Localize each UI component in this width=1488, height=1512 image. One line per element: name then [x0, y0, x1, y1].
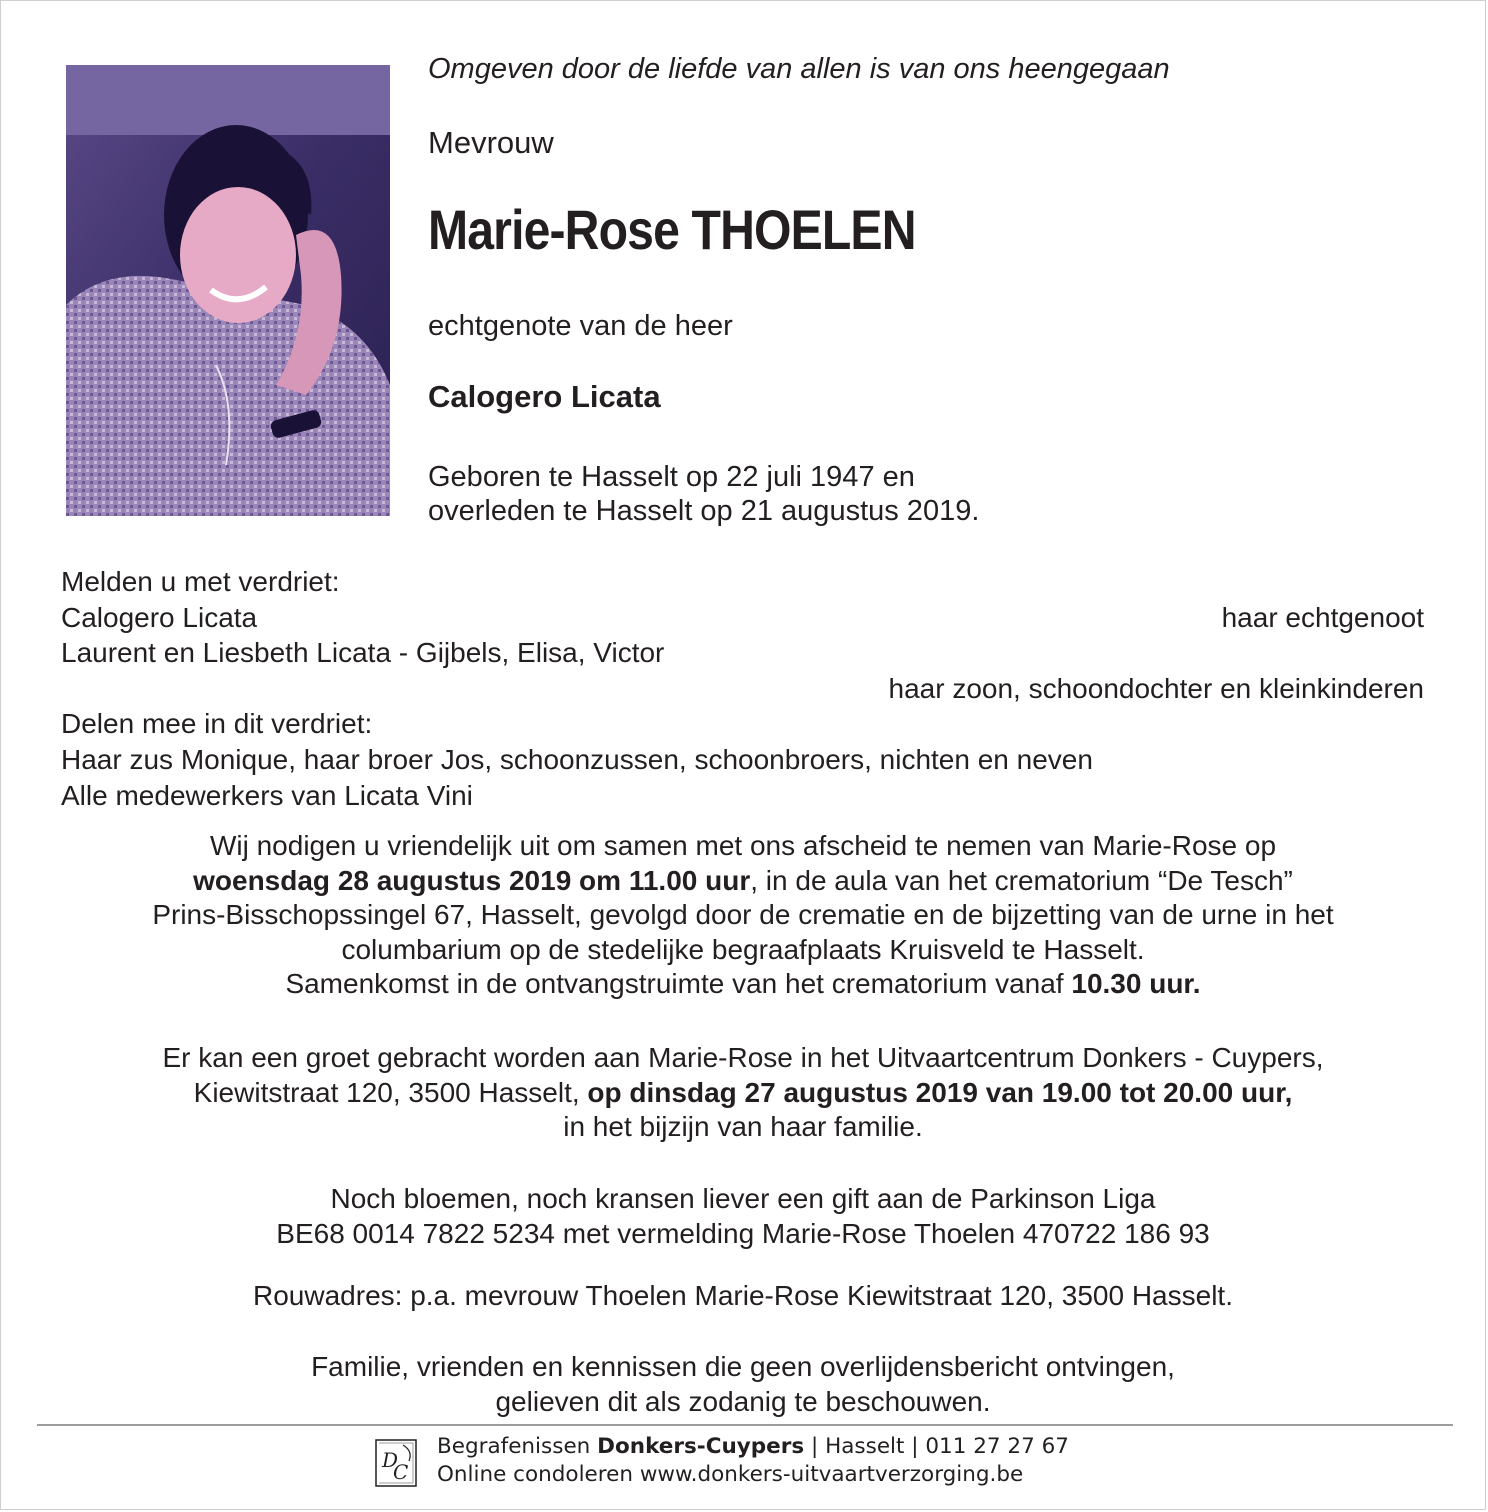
death-line: overleden te Hasselt op 21 augustus 2019. — [428, 495, 980, 527]
mourner-name: Calogero Licata — [61, 601, 258, 633]
ceremony-line: columbarium op de stedelijke begraafplaats Kruisveld te Hasselt. — [341, 933, 1145, 965]
gathering-text: Samenkomst in de ontvangstruimte van het crematorium vanaf — [285, 968, 1072, 999]
ceremony-line — [41, 864, 1445, 899]
closing-line: Familie, vrienden en kennissen die geen overlijdensbericht ontvingen, — [311, 1351, 1175, 1382]
address-line: Rouwadres: p.a. mevrouw Thoelen Marie-Rose Kiewitstraat 120, 3500 Hasselt. — [253, 1280, 1233, 1311]
spouse-label: echtgenote van de heer — [428, 310, 733, 342]
svg-text:C: C — [393, 1460, 409, 1484]
ceremony-venue: , in de aula van het crematorium “De Tesch” — [750, 864, 1293, 896]
footer-text — [437, 1433, 1069, 1489]
birth-line: Geboren te Hasselt op 22 juli 1947 en — [428, 461, 915, 493]
visit-address: Kiewitstraat 120, 3500 Hasselt, — [193, 1076, 588, 1108]
ceremony-line: Prins-Bisschopssingel 67, Hasselt, gevolgd door de crematie en de bijzetting van de urne in het — [152, 899, 1334, 930]
share-line: Alle medewerkers van Licata Vini — [61, 779, 473, 811]
mourner-name: Laurent en Liesbeth Licata - Gijbels, Elisa, Victor — [61, 637, 665, 669]
birth-death-dates — [428, 460, 979, 528]
mourner-row — [61, 600, 1424, 636]
donation-line: Noch bloemen, noch kransen liever een gift aan de Parkinson Liga — [330, 1183, 1156, 1214]
visit-line — [41, 1076, 1445, 1111]
footer-prefix: Begrafenissen — [437, 1434, 598, 1459]
mourners-list — [61, 564, 1424, 813]
donation-account: BE68 0014 7822 5234 met vermelding Marie-Rose Thoelen 470722 186 93 — [276, 1217, 1210, 1249]
ceremony-line — [41, 967, 1445, 1002]
dc-monogram-icon — [373, 1437, 423, 1489]
ceremony-info — [41, 829, 1445, 1002]
deceased-name: Marie-Rose THOELEN — [428, 198, 916, 261]
salutation: Mevrouw — [428, 125, 554, 160]
gathering-time: 10.30 uur. — [1071, 968, 1201, 999]
visit-date: op dinsdag 27 augustus 2019 van 19.00 tot 20.00 uur, — [587, 1076, 1293, 1108]
mourning-address — [41, 1279, 1445, 1314]
ceremony-date: woensdag 28 augustus 2019 om 11.00 uur — [193, 864, 751, 896]
company-name: Donkers-Cuypers — [597, 1434, 805, 1459]
closing-note — [41, 1350, 1445, 1419]
spouse-name: Calogero Licata — [428, 379, 661, 414]
visit-line: Er kan een groet gebracht worden aan Marie-Rose in het Uitvaartcentrum Donkers - Cuypers, — [162, 1042, 1324, 1073]
intro-text: Omgeven door de liefde van allen is van ons heengegaan — [428, 53, 1170, 85]
visitation-info — [41, 1041, 1445, 1145]
svg-text:D: D — [382, 1448, 399, 1472]
online-condolences-link[interactable]: Online condoleren www.donkers-uitvaartverzorging.be — [437, 1462, 1024, 1487]
closing-line: gelieven dit als zodanig te beschouwen. — [495, 1385, 991, 1417]
share-heading: Delen mee in dit verdriet: — [61, 708, 373, 740]
funeral-home-line — [437, 1433, 1069, 1461]
portrait-photo — [66, 65, 390, 516]
share-line: Haar zus Monique, haar broer Jos, schoonzussen, schoonbroers, nichten en neven — [61, 743, 1093, 775]
ceremony-line: Wij nodigen u vriendelijk uit om samen met ons afscheid te nemen van Marie-Rose op — [209, 830, 1277, 861]
mourner-relation: haar zoon, schoondochter en kleinkinderen — [888, 672, 1424, 704]
donation-info — [41, 1182, 1445, 1251]
visit-line: in het bijzijn van haar familie. — [563, 1111, 923, 1142]
mourner-relation: haar echtgenoot — [1221, 601, 1424, 633]
footer-divider — [37, 1424, 1453, 1426]
company-location: | Hasselt | 011 27 27 67 — [804, 1434, 1069, 1459]
mourners-heading: Melden u met verdriet: — [61, 566, 340, 597]
